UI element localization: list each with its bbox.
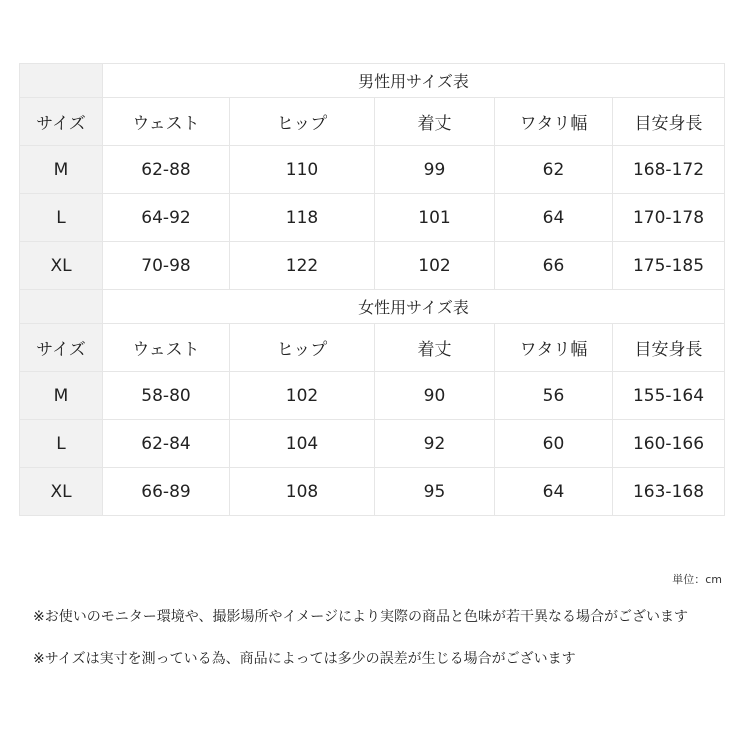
header-length: 着丈 (375, 324, 495, 372)
hip-cell: 102 (230, 372, 375, 420)
hip-cell: 104 (230, 420, 375, 468)
height-guide-cell: 175-185 (613, 242, 725, 290)
header-height-guide: 目安身長 (613, 324, 725, 372)
size-label-cell: L (20, 194, 103, 242)
hip-cell: 118 (230, 194, 375, 242)
unit-label: 単位：cm (672, 573, 722, 586)
waist-cell: 58-80 (103, 372, 230, 420)
length-cell: 102 (375, 242, 495, 290)
size-label-cell: M (20, 146, 103, 194)
header-hip: ヒップ (230, 324, 375, 372)
height-guide-cell: 163-168 (613, 468, 725, 516)
header-waist: ウェスト (103, 98, 230, 146)
table-row (20, 146, 725, 194)
table-row (20, 420, 725, 468)
length-cell: 99 (375, 146, 495, 194)
mens-header-row (20, 98, 725, 146)
hip-cell: 108 (230, 468, 375, 516)
thigh-width-cell: 62 (495, 146, 613, 194)
thigh-width-cell: 66 (495, 242, 613, 290)
table-row (20, 242, 725, 290)
height-guide-cell: 168-172 (613, 146, 725, 194)
header-height-guide: 目安身長 (613, 98, 725, 146)
mens-table-title: 男性用サイズ表 (103, 64, 725, 98)
blank-corner-cell (20, 290, 103, 324)
height-guide-cell: 155-164 (613, 372, 725, 420)
thigh-width-cell: 60 (495, 420, 613, 468)
header-hip: ヒップ (230, 98, 375, 146)
waist-cell: 70-98 (103, 242, 230, 290)
length-cell: 101 (375, 194, 495, 242)
womens-title-row (20, 290, 725, 324)
size-label-cell: M (20, 372, 103, 420)
height-guide-cell: 160-166 (613, 420, 725, 468)
header-length: 着丈 (375, 98, 495, 146)
color-disclaimer-note: ※お使いのモニター環境や、撮影場所やイメージにより実際の商品と色味が若干異なる場合がございます (33, 609, 689, 625)
waist-cell: 62-88 (103, 146, 230, 194)
thigh-width-cell: 56 (495, 372, 613, 420)
length-cell: 95 (375, 468, 495, 516)
header-thigh-width: ワタリ幅 (495, 324, 613, 372)
waist-cell: 62-84 (103, 420, 230, 468)
blank-corner-cell (20, 64, 103, 98)
hip-cell: 110 (230, 146, 375, 194)
womens-header-row (20, 324, 725, 372)
length-cell: 90 (375, 372, 495, 420)
header-size: サイズ (20, 324, 103, 372)
size-chart-table (19, 63, 725, 516)
thigh-width-cell: 64 (495, 468, 613, 516)
thigh-width-cell: 64 (495, 194, 613, 242)
height-guide-cell: 170-178 (613, 194, 725, 242)
table-row (20, 372, 725, 420)
measurement-disclaimer-note: ※サイズは実寸を測っている為、商品によっては多少の誤差が生じる場合がございます (33, 651, 576, 667)
header-thigh-width: ワタリ幅 (495, 98, 613, 146)
womens-table-title: 女性用サイズ表 (103, 290, 725, 324)
header-size: サイズ (20, 98, 103, 146)
waist-cell: 66-89 (103, 468, 230, 516)
table-row (20, 468, 725, 516)
header-waist: ウェスト (103, 324, 230, 372)
mens-title-row (20, 64, 725, 98)
length-cell: 92 (375, 420, 495, 468)
waist-cell: 64-92 (103, 194, 230, 242)
hip-cell: 122 (230, 242, 375, 290)
size-label-cell: XL (20, 468, 103, 516)
size-label-cell: XL (20, 242, 103, 290)
table-row (20, 194, 725, 242)
size-label-cell: L (20, 420, 103, 468)
